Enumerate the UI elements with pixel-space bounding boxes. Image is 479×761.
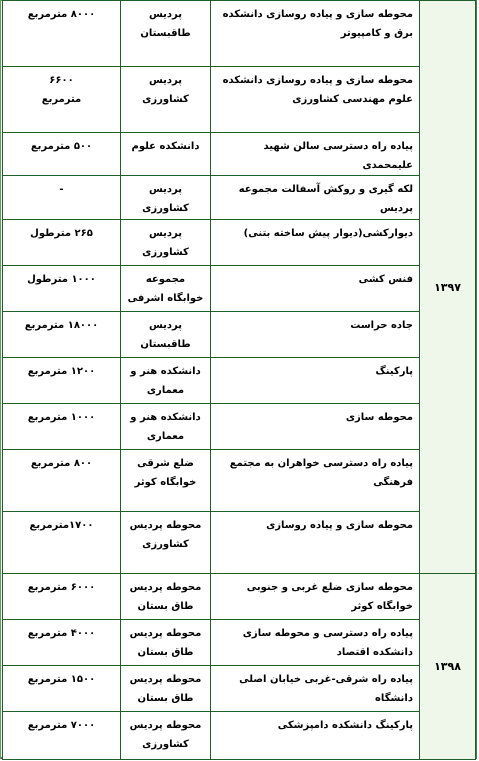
quantity-cell: ۱۰۰۰ مترطول <box>3 266 121 312</box>
location-cell: مجموعه خوابگاه اشرفی <box>121 266 211 312</box>
quantity-cell: ۶۰۰۰ مترمربع <box>3 574 121 620</box>
description-cell: فنس کشی <box>211 266 420 312</box>
quantity-cell: ۶۶۰۰ مترمربع <box>3 67 121 133</box>
quantity-cell: ۵۰۰ مترمربع <box>3 133 121 176</box>
table-row <box>3 1 476 67</box>
description-cell: پارکینگ دانشکده دامپزشکی <box>211 712 420 760</box>
location-cell: محوطه پردیس کشاورزی <box>121 512 211 574</box>
table-row <box>3 358 476 404</box>
location-cell: دانشکده علوم <box>121 133 211 176</box>
table-row <box>3 67 476 133</box>
description-cell: پیاده راه شرقی-غربی خیابان اصلی دانشگاه <box>211 666 420 712</box>
table-row <box>3 666 476 712</box>
location-cell: محوطه پردیس طاق بستان <box>121 620 211 666</box>
table-row <box>3 133 476 176</box>
location-cell: محوطه پردیس طاق بستان <box>121 574 211 620</box>
location-cell: ضلع شرقی خوابگاه کوثر <box>121 450 211 512</box>
location-cell: پردیس کشاورزی <box>121 176 211 220</box>
location-cell: دانشکده هنر و معماری <box>121 404 211 450</box>
description-cell: پیاده راه دسترسی و محوطه سازی دانشکده اقتصاد <box>211 620 420 666</box>
description-cell: محوطه سازی و پیاده روسازی دانشکده برق و کامپیوتر <box>211 1 420 67</box>
year-cell: ۱۳۹۷ <box>420 1 476 574</box>
quantity-cell: ۷۰۰۰ مترمربع <box>3 712 121 760</box>
year-cell: ۱۳۹۸ <box>420 574 476 760</box>
description-cell: لکه گیری و روکش آسفالت مجموعه پردیس <box>211 176 420 220</box>
projects-table <box>2 0 476 760</box>
location-cell: پردیس کشاورزی <box>121 220 211 266</box>
table-row <box>3 712 476 760</box>
description-cell: جاده حراست <box>211 312 420 358</box>
table-row <box>3 220 476 266</box>
location-cell: پردیس کشاورزی <box>121 67 211 133</box>
location-cell: دانشکده هنر و معماری <box>121 358 211 404</box>
table-row <box>3 574 476 620</box>
table-row <box>3 266 476 312</box>
quantity-cell: - <box>3 176 121 220</box>
description-cell: پارکینگ <box>211 358 420 404</box>
description-cell: پیاده راه دسترسی سالن شهید علیمحمدی <box>211 133 420 176</box>
table-row <box>3 620 476 666</box>
description-cell: محوطه سازی و پیاده روسازی <box>211 512 420 574</box>
location-cell: محوطه پردیس طاق بستان <box>121 666 211 712</box>
quantity-cell: ۸۰۰ مترمربع <box>3 450 121 512</box>
table-row <box>3 176 476 220</box>
table-row <box>3 312 476 358</box>
quantity-cell: ۱۷۰۰مترمربع <box>3 512 121 574</box>
quantity-cell: ۱۲۰۰ مترمربع <box>3 358 121 404</box>
table-row <box>3 512 476 574</box>
description-cell: محوطه سازی <box>211 404 420 450</box>
description-cell: محوطه سازی و پیاده روسازی دانشکده علوم مهندسی کشاورزی <box>211 67 420 133</box>
location-cell: پردیس طاقبستان <box>121 312 211 358</box>
description-cell: محوطه سازی ضلع غربی و جنوبی خوابگاه کوثر <box>211 574 420 620</box>
quantity-cell: ۱۵۰۰ مترمربع <box>3 666 121 712</box>
quantity-cell: ۴۰۰۰ مترمربع <box>3 620 121 666</box>
quantity-cell: ۲۶۵ مترطول <box>3 220 121 266</box>
quantity-cell: ۸۰۰۰ مترمربع <box>3 1 121 67</box>
description-cell: پیاده راه دسترسی خواهران به مجتمع فرهنگی <box>211 450 420 512</box>
quantity-cell: ۱۰۰۰ مترمربع <box>3 404 121 450</box>
table-row <box>3 404 476 450</box>
quantity-cell: ۱۸۰۰۰ مترمربع <box>3 312 121 358</box>
table-row <box>3 450 476 512</box>
description-cell: دیوارکشی(دیوار پیش ساخته بتنی) <box>211 220 420 266</box>
location-cell: محوطه پردیس کشاورزی <box>121 712 211 760</box>
location-cell: پردیس طاقبستان <box>121 1 211 67</box>
